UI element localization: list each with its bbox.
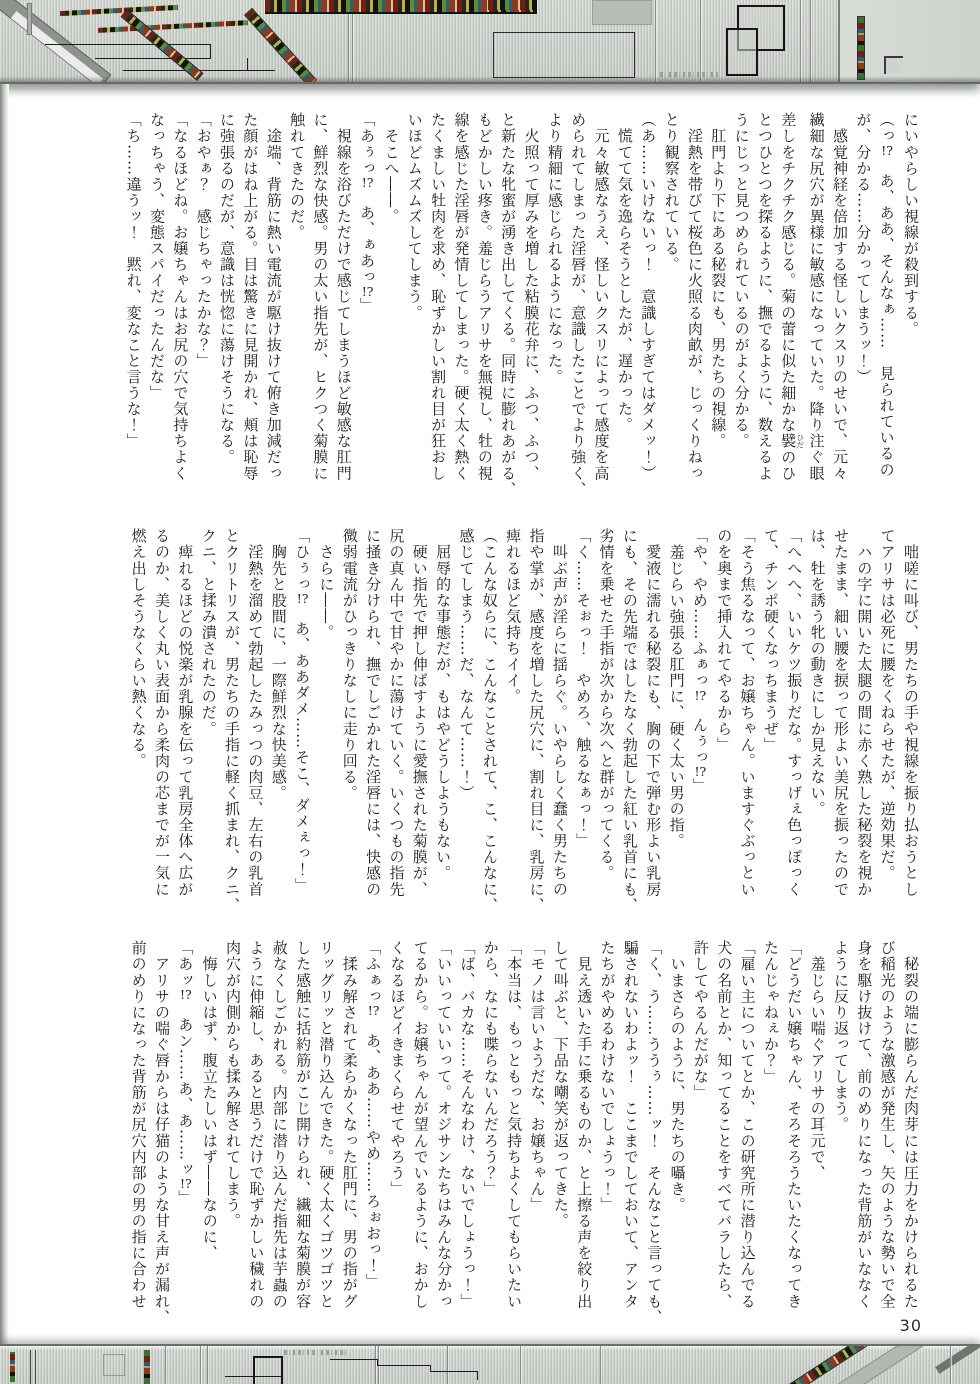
panel-seam: [810, 0, 811, 82]
step-line: [430, 1371, 477, 1372]
step-line: [330, 1359, 377, 1360]
panel-seam: [520, 1346, 521, 1384]
panel-line: [35, 1350, 36, 1384]
outline-box: [493, 32, 635, 78]
panel-seam: [655, 0, 656, 82]
text-column: 燃え出しそうなくらい熱くなる。: [129, 528, 148, 769]
text-column: 犬の名前とか、知ってることをすべてバラしたら、: [715, 940, 734, 1310]
text-column: に掻き分けられ、撫でしごかれた淫唇には、快感の: [364, 528, 383, 898]
text-column: ハの字に開いた太腿の間に赤く熟した秘裂を視か: [855, 528, 874, 898]
text-column: 元々敏感なうえ、怪しいクスリによって感度を高: [592, 112, 611, 482]
tate-chu-yoko-mark: !?: [361, 176, 374, 189]
text-column: 火照って厚みを増した粘膜花弁に、ふつ、ふつ、: [522, 112, 541, 482]
text-column: 視線を浴びただけで感じてしまうほど敏感な肛門: [334, 112, 353, 482]
text-column: 「や、やめ……ふぁっ!? んぅっ!?」: [690, 528, 709, 794]
text-column: 「く、う……ううぅ……ッ！ そんなこと言っても、: [645, 940, 664, 1326]
text-column: 肉穴が内側からも揉み解されてしまう。: [224, 940, 243, 1229]
panel-line: [30, 1350, 31, 1384]
text-column: に強張るのだが、意識は恍惚に蕩けそうになる。: [218, 112, 237, 466]
text-column: のを奥まで挿入れてやるから」: [715, 528, 734, 753]
header-collage: [0, 0, 980, 84]
text-column: 感じてしまう……だ、なんて……！）: [457, 528, 476, 801]
page-edge-shadow: [0, 84, 9, 1344]
glitch-bar-vertical: [144, 1350, 150, 1384]
footer-collage: [0, 1344, 980, 1384]
text-column: もどかしい疼き。羞じらうアリサを無視し、牡の視: [475, 112, 494, 482]
text-column: にも、その先端ではしたなく勃起した紅い乳首にも、: [620, 528, 639, 914]
panel-seam: [200, 1346, 201, 1384]
text-column: 「あぅっ!? あ、ぁあっ!?」: [358, 112, 377, 314]
text-column: うにじっと見つめられているのがよく分かる。: [732, 112, 751, 450]
tate-chu-yoko-mark: !?: [179, 988, 192, 1001]
diagonal-slash-light: [11, 11, 103, 84]
text-column: 淫熱を帯びて桜色に火照る肉畝が、じっくりねっ: [685, 112, 704, 482]
text-column: 身を駆け抜けて、前のめりになった背筋がいななく: [855, 940, 874, 1310]
outline-box: [253, 1356, 283, 1384]
page-number: 30: [899, 1316, 922, 1335]
text-column: 硬い指先で押し伸ばすように愛撫された菊膜が、: [410, 528, 429, 898]
panel-seam: [165, 1346, 166, 1384]
text-column: 悔しいはず、腹立たしいはず――なのに、: [200, 940, 219, 1261]
text-column: （っ!? あ、ああ、そんなぁ…… 見られているの: [877, 112, 896, 478]
text-column: 微弱電流がひっきりなしに走り回る。: [340, 528, 359, 801]
text-column: リッグリッと潜り込んできた。硬く太くゴツゴツと: [317, 940, 336, 1310]
glitch-mosaic: [488, 0, 534, 10]
step-line: [377, 1365, 430, 1366]
text-column: 「いいっていいって。オジサンたちはみんな分かっ: [435, 940, 454, 1310]
step-line: [210, 44, 211, 58]
text-column: 「おやぁ？ 感じちゃったかな？」: [194, 112, 213, 369]
text-column: いまさらのように、男たちの囁き。: [668, 940, 687, 1213]
panel-seam: [700, 0, 701, 82]
text-column: （あ……いけないっ！ 意識しすぎてはダメッ！）: [639, 112, 658, 482]
tate-chu-yoko-mark: !?: [694, 765, 707, 778]
text-column: にいやらしい視線が殺到する。: [902, 112, 920, 337]
text-column: 秘裂の端に膨らんだ肉芽には圧力をかけられるた: [902, 940, 920, 1310]
panel-seam: [800, 0, 801, 82]
text-column: 繊細な尻穴が異様に敏感になっていた。降り注ぐ眼: [807, 112, 826, 482]
text-column: たちがやめるわけないでしょうっ！」: [598, 940, 617, 1213]
step-line: [45, 44, 210, 45]
text-column: 「モノは言いようだな、お嬢ちゃん」: [528, 940, 547, 1213]
text-column: 指や掌が、感度を増した尻穴に、割れ目に、乳房に、: [527, 528, 546, 914]
text-column: クニ、と揉み潰されたのだ。: [199, 528, 218, 737]
text-column: より精細に感じられるようになった。: [545, 112, 564, 385]
text-column: 愛液に濡れる秘裂にも、胸の下で弾む形よい乳房: [644, 528, 663, 898]
glitch-ribbon-diagonal: [244, 8, 317, 84]
text-column: ように伸縮し、あると思うだけで恥ずかしい穢れの: [247, 940, 266, 1310]
text-column: 羞じらい喘ぐアリサの耳元で、: [808, 940, 827, 1181]
text-column: 途端、背筋に熱い電流が駆け抜けて俯き加減だっ: [264, 112, 283, 482]
text-column: から、なにも喋らないんだろう？」: [481, 940, 500, 1197]
text-column: 「あッ!? あン……あ、あ……ッ!?」: [176, 940, 195, 1206]
text-column: いほどムズムズしてしまう。: [405, 112, 424, 321]
faint-box: [103, 1354, 125, 1376]
text-column: 叫ぶ声が淫らに揺らぐ。いやらしく蠢く男たちの: [550, 528, 569, 898]
panel-seam: [600, 1346, 601, 1384]
text-column: て、チンポ硬くなっちまうぜ」: [761, 528, 780, 753]
text-block-3: [126, 940, 922, 1346]
text-column: び稲光のような激感が発生し、矢のような勢いで全: [878, 940, 897, 1310]
text-column: と新たな牝蜜が湧き出してくる。同時に膨れあがる、: [499, 112, 518, 498]
text-column: （こんな奴らに、こんなことされて、こ、こんなに、: [480, 528, 499, 914]
tate-chu-yoko-mark: !?: [179, 1177, 192, 1190]
outline-box: [726, 28, 758, 76]
text-column: せたまま、細い腰を捩って形よい美尻を振ったので: [831, 528, 850, 898]
text-column: 「ひぅっ!? あ、ああダメ……そこ、ダメぇっ！」: [293, 528, 312, 894]
panel-seam: [950, 1346, 951, 1384]
text-column: 「本当は、もっともっと気持ちよくしてもらいたい: [505, 940, 524, 1310]
text-column: 差しをチクチク感じる。菊の蕾に似た細かな襞ひだのひ: [779, 112, 805, 482]
text-column: てアリサは必死に腰をくねらせたが、逆効果だ。: [878, 528, 897, 882]
text-column: められてしまった淫唇が、意識したことでより強く、: [569, 112, 588, 498]
vertical-pill: [27, 3, 32, 35]
text-column: た顔がはね上がる。目は驚きに見開かれ、頬は恥辱: [241, 112, 260, 482]
text-column: 見え透いた手に乗るものか、と上擦る声を絞り出: [575, 940, 594, 1310]
text-column: 線を感じた淫唇が発情してしまった。硬く太く熱く: [452, 112, 471, 482]
text-column: して叫ぶと、下品な嘲笑が返ってきた。: [551, 940, 570, 1229]
text-column: そこへ――。: [382, 112, 401, 225]
text-column: てるから。お嬢ちゃんが望んでいるように、おかし: [411, 940, 430, 1310]
tate-chu-yoko-mark: !?: [367, 1004, 380, 1017]
text-column: とり観察されている。: [662, 112, 681, 273]
text-column: なっちゃう、変態スパイだったんだな」: [148, 112, 166, 401]
tate-chu-yoko-mark: !?: [694, 688, 707, 701]
text-column: とつひとつを探るように、撫でるように、数えるよ: [755, 112, 774, 482]
gray-block: [592, 0, 652, 25]
text-column: 「そう焦るなって、お嬢ちゃん。いますぐぶっとい: [738, 528, 757, 898]
panel-seam: [447, 1346, 448, 1384]
text-block-1: [121, 112, 922, 518]
text-column: るのか、美しく丸い表面から柔肉の芯までが一気に: [153, 528, 171, 898]
panel-seam: [207, 1346, 208, 1384]
text-column: 咄嗟に叫び、男たちの手や視線を振り払おうとし: [902, 528, 920, 898]
text-column: 騙されないわよッ！ ここまでしておいて、アンタ: [621, 940, 640, 1310]
tate-chu-yoko-mark: !?: [296, 592, 309, 605]
step-line: [95, 58, 211, 59]
text-column: 屈辱的な事態だが、もはやどうしようもない。: [434, 528, 453, 882]
text-column: たんじゃねぇか？」: [761, 940, 780, 1085]
text-column: 「へへへ、いいケツ振りだな。すっげぇ色っぽっく: [785, 528, 804, 898]
text-column: 痺れるほど気持ちイイ。: [504, 528, 523, 705]
text-column: ように反り返ってしまう。: [831, 940, 850, 1133]
step-line: [247, 58, 248, 70]
text-column: 慌てて気を逸らそうとしたが、遅かった。: [615, 112, 634, 433]
panel-seam: [375, 1346, 376, 1384]
text-column: アリサの喘ぐ唇からは仔猫のような甘え声が漏れ、: [153, 940, 171, 1326]
text-column: 胸先と股間に、一際鮮烈な快美感。: [269, 528, 288, 801]
text-column: 肛門より下にある秘裂にも、男たちの視線。: [709, 112, 728, 450]
text-column: 触れてきたのだ。: [288, 112, 307, 241]
text-column: 「どうだい嬢ちゃん、そろそろうたいたくなってき: [785, 940, 804, 1310]
text-column: 許してやるんだがな」: [691, 940, 710, 1101]
text-column: 「なるほどね。お嬢ちゃんはお尻の穴で気持ちよく: [171, 112, 190, 482]
glitch-bar-vertical: [857, 16, 865, 80]
text-column: くなるほどイきまくらせてやろう」: [388, 940, 407, 1197]
glitch-bar-vertical: [10, 1352, 15, 1382]
text-column: 痺れるほどの悦楽が乳腺を伝って乳房全体へ広が: [176, 528, 195, 898]
text-column: たくましい牡肉を求め、恥ずかしい割れ目が狂おし: [429, 112, 448, 482]
text-column: が、分かる……分かってしまうッ！）: [854, 112, 873, 385]
text-column: に、鮮烈な快感。男の太い指先が、ヒクつく菊膜に: [311, 112, 330, 482]
tate-chu-yoko-mark: !?: [361, 285, 374, 298]
tate-chu-yoko-mark: !?: [881, 144, 894, 157]
glitch-ribbon: [98, 20, 248, 33]
step-line: [477, 1371, 478, 1380]
text-column: とクリトリスが、男たちの手指に軽く抓まれ、クニ、: [223, 528, 242, 914]
text-column: 「ふぁっ!? あ、ああ……やめ……ろぉおっ！」: [364, 940, 383, 1290]
text-column: は、牡を誘う牝の動きにしか見えない。: [808, 528, 827, 817]
text-column: 羞じらい強張る肛門に、硬く太い男の指。: [667, 528, 686, 849]
text-column: 「雇い主についてとか、この研究所に潜り込んでる: [738, 940, 757, 1310]
glitch-ribbon: [60, 5, 178, 16]
text-column: 「ば、バカな……そんなわけ、ないでしょうっ！」: [458, 940, 477, 1310]
text-block-2: [126, 528, 922, 934]
text-column: 「ち……違うッ！ 黙れ、変なこと言うな！」: [124, 112, 143, 450]
text-column: 前のめりになった背筋が尻穴内部の男の指に合わせ: [129, 940, 148, 1310]
diagonal-slash-dark: [935, 1344, 980, 1374]
text-column: 感覚神経を倍加する怪しいクスリのせいで、元々: [830, 112, 849, 482]
text-column: 劣情を乗せた手指が次から次へと群がってくる。: [597, 528, 616, 882]
text-column: 尻の真ん中で甘やかに蕩けていく。いくつもの指先: [387, 528, 406, 898]
pixel-text: [660, 72, 718, 77]
text-column: 「く……そぉっ！ やめろ、触るなぁっ！」: [574, 528, 593, 849]
text-column: 淫熱を溜めて勃起したみっつの肉豆、左右の乳首: [246, 528, 265, 898]
text-column: した感触に括約筋がこじ開けられ、繊細な菊膜が容: [294, 940, 313, 1310]
text-column: さらに――。: [317, 528, 336, 641]
text-column: 赦なくしごかれる。内部に潜り込んだ指先は芋蟲の: [270, 940, 289, 1310]
text-column: 揉み解されて柔らかくなった肛門に、男の指がグ: [340, 940, 359, 1310]
pixel-text: [284, 1350, 346, 1355]
small-box: [884, 56, 903, 74]
